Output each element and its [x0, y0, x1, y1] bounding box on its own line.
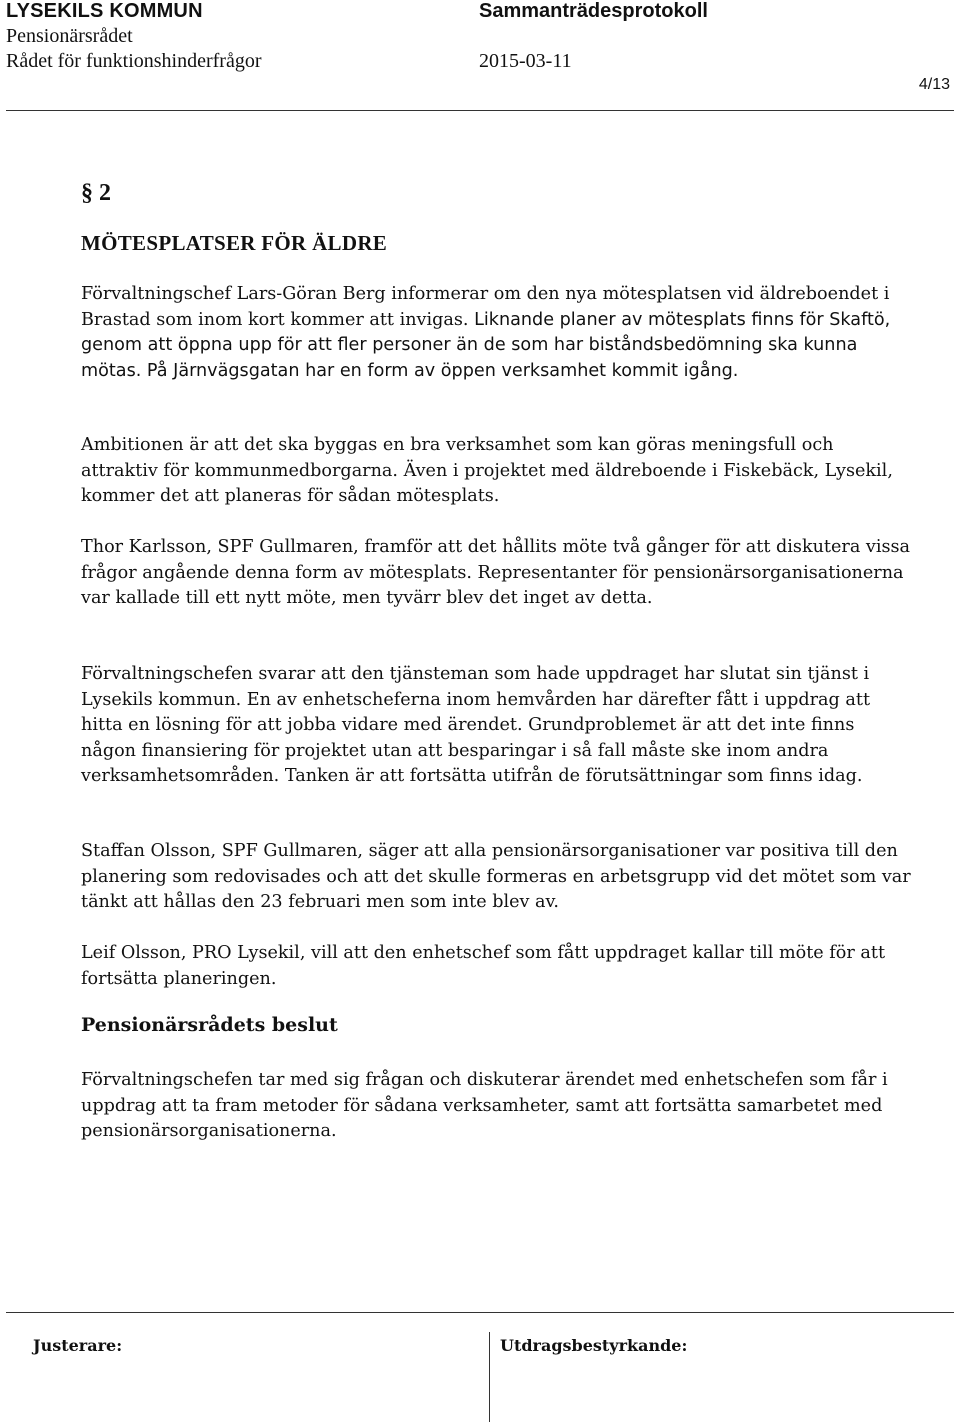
paragraph-1-part-1: Förvaltningschef Lars-Göran Berg informerar om den nya mötesplatsen vid äldreboendet i Brastad som inom kort kommer att invigas.: [81, 284, 890, 330]
header-divider: [6, 110, 954, 111]
adjusters-label: Justerare:: [33, 1336, 123, 1355]
paragraph-5: Staffan Olsson, SPF Gullmaren, säger att alla pensionärsorganisationer var positiva till den planering som redovisades och att det skulle formeras en arbetsgrupp vid det mötet som var tänkt att hållas den 23 februari men som inte blev av.: [81, 841, 911, 912]
section-number: § 2: [81, 180, 111, 206]
paragraph-1-part-2: Liknande planer av mötesplats finns för Skaftö, genom att öppna upp för att fler personer än de som har biståndsbedömning ska kunna mötas. På Järnvägsgatan har en form av öppen verksamhet kommit igång.: [81, 309, 891, 381]
paragraph-2: Ambitionen är att det ska byggas en bra verksamhet som kan göras meningsfull och attraktiv för kommunmedborgarna. Även i projektet med äldreboende i Fiskebäck, Lysekil, kommer det att planeras för sådan mötesplats.: [81, 435, 893, 506]
decision-heading: Pensionärsrådets beslut: [81, 1014, 338, 1036]
document-type: Sammanträdesprotokoll: [479, 0, 708, 22]
meeting-date: 2015-03-11: [479, 50, 572, 72]
paragraph-6: Leif Olsson, PRO Lysekil, vill att den enhetschef som fått uppdraget kallar till möte för att fortsätta planeringen.: [81, 943, 886, 989]
paragraph-1: [81, 282, 911, 384]
section-title: MÖTESPLATSER FÖR ÄLDRE: [81, 231, 388, 255]
council-name-2: Rådet för funktionshinderfrågor: [6, 50, 262, 72]
certification-label: Utdragsbestyrkande:: [500, 1336, 688, 1355]
footer-column-divider: [489, 1332, 490, 1422]
footer-divider: [6, 1312, 954, 1313]
council-name-1: Pensionärsrådet: [6, 25, 133, 47]
page-number: 4/13: [918, 76, 950, 93]
decision-text: Förvaltningschefen tar med sig frågan och diskuterar ärendet med enhetschefen som får i uppdrag att ta fram metoder för sådana verksamheter, samt att fortsätta samarbetet med pensionärsorganisationerna.: [81, 1070, 888, 1141]
organization-name: LYSEKILS KOMMUN: [6, 0, 203, 22]
paragraph-3: Thor Karlsson, SPF Gullmaren, framför att det hållits möte två gånger för att diskutera vissa frågor angående denna form av mötesplats. Representanter för pensionärsorganisationerna var kallade till ett nytt möte, men tyvärr blev det inget av detta.: [81, 537, 911, 608]
paragraph-4: Förvaltningschefen svarar att den tjänsteman som hade uppdraget har slutat sin tjänst i Lysekils kommun. En av enhetscheferna inom hemvården har därefter fått i uppdrag att hitta en lösning för att jobba vidare med ärendet. Grundproblemet är att det inte finns någon finansiering för projektet utan att besparingar i så fall måste ske inom andra verksamhetsområden. Tanken är att fortsätta utifrån de förutsättningar som finns idag.: [81, 664, 871, 786]
